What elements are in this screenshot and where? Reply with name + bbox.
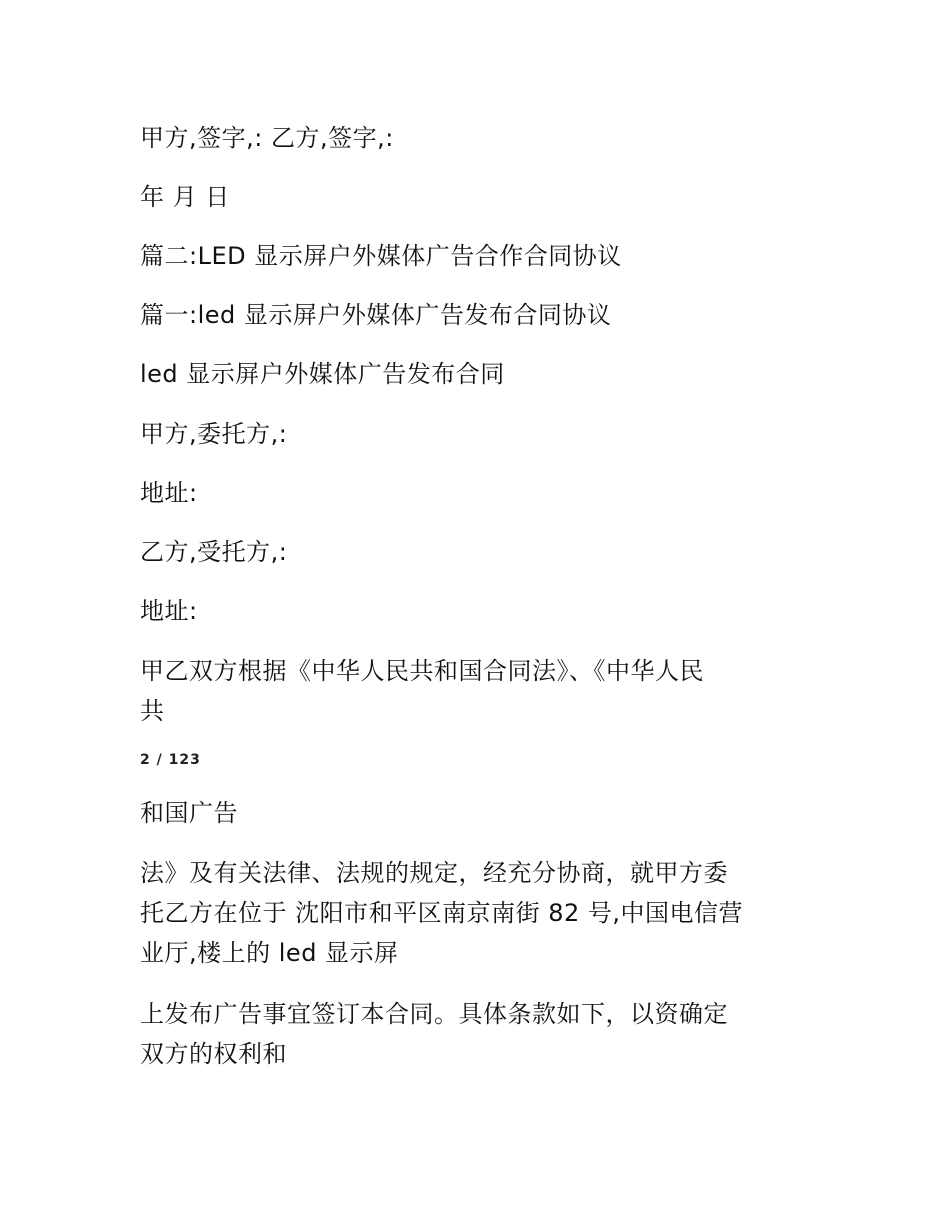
- party-b-label: 乙方,受托方,:: [140, 538, 288, 566]
- section-title-two: 篇二:LED 显示屏户外媒体广告合作合同协议: [140, 242, 622, 270]
- paragraph-line: 双方的权利和: [140, 1040, 287, 1068]
- contract-title: led 显示屏户外媒体广告发布合同: [140, 360, 505, 388]
- signature-line: 甲方,签字,: 乙方,签字,:: [140, 124, 394, 152]
- paragraph-line: 共: [140, 697, 165, 725]
- party-a-label: 甲方,委托方,:: [140, 420, 288, 448]
- party-a-address: 地址:: [140, 479, 198, 507]
- paragraph-terms: [140, 994, 820, 1074]
- paragraph-line: 业厅,楼上的 led 显示屏: [140, 939, 399, 967]
- paragraph-line: 上发布广告事宜签订本合同。具体条款如下，以资确定: [140, 1000, 728, 1028]
- party-b-address: 地址:: [140, 597, 198, 625]
- page-number: 2 / 123: [140, 752, 201, 768]
- paragraph-agreement: [140, 853, 820, 973]
- paragraph-line: 甲乙双方根据《中华人民共和国合同法》、《中华人民: [140, 657, 704, 685]
- date-line: 年 月 日: [140, 183, 230, 211]
- paragraph-line: 托乙方在位于 沈阳市和平区南京南街 82 号,中国电信营: [140, 899, 744, 927]
- paragraph-line: 法》及有关法律、法规的规定，经充分协商，就甲方委: [140, 859, 728, 887]
- section-title-one: 篇一:led 显示屏户外媒体广告发布合同协议: [140, 301, 612, 329]
- paragraph-legal-basis: [140, 651, 820, 731]
- continued-line: 和国广告: [140, 799, 238, 827]
